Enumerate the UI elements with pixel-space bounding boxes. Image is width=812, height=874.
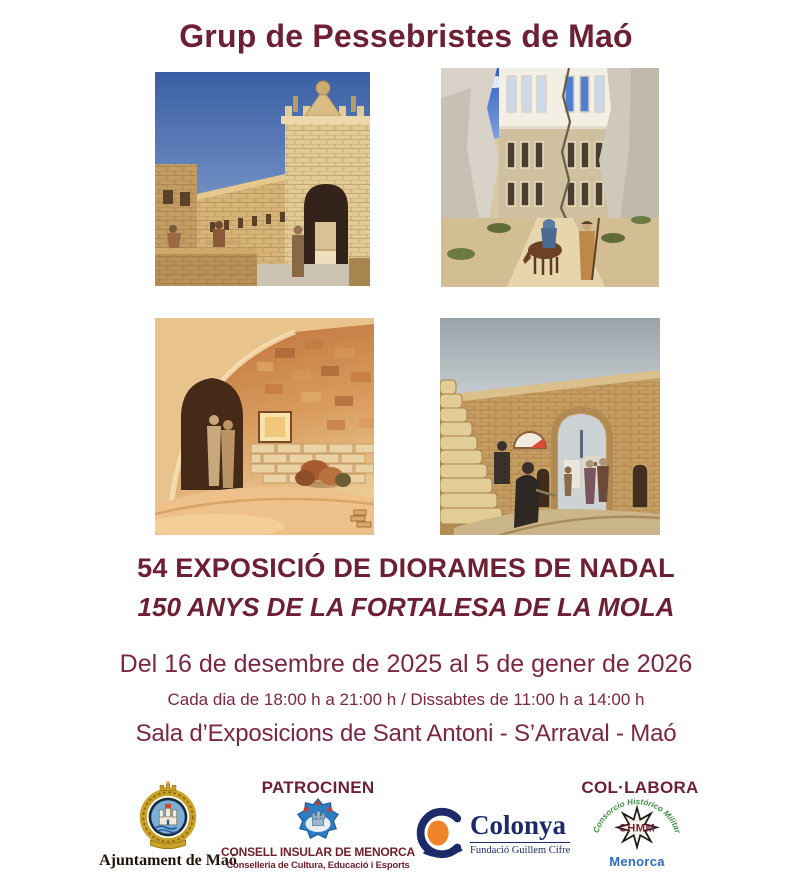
diorama-photo-vault [155,318,374,535]
diorama-gate-scene [155,72,370,286]
diorama-vault-scene [155,318,374,535]
consell-shield-icon [296,798,340,844]
chmm-arc-text: Consorcio Histórico Militar [591,797,683,835]
heading-expo: 54 EXPOSICIÓ DE DIORAMES DE NADAL [137,553,675,583]
standing-figure [294,226,303,235]
cracked-building [499,68,613,221]
consell-logo [296,798,340,849]
consell-sub: Conselleria de Cultura, Educació i Esports [226,860,410,871]
castle [159,808,177,825]
poster-title: Grup de Pessebristes de Maó [179,18,633,54]
diorama-journey-scene [441,68,659,287]
venue-line: Sala d’Exposicions de Sant Antoni - S’Arraval - Maó [135,720,677,747]
patrocinen-label: PATROCINEN [261,778,375,797]
colonya-rule [470,842,570,843]
ajuntament-crest-icon [118,780,218,854]
collabora-label: COL·LABORA [581,778,699,797]
diorama-photo-gate [155,72,370,286]
colonya-c-icon [412,806,466,860]
dates-line: Del 16 de desembre de 2025 al 5 de gener de 2026 [119,650,693,678]
heading-anniversary: 150 ANYS DE LA FORTALESA DE LA MOLA [137,592,675,622]
diorama-photo-fortress-street [440,318,660,535]
colonya-name: Colonya [470,810,567,840]
chmm-acronym: CHMM [618,822,656,835]
castle [312,811,324,825]
ajuntament-caption: Ajuntament de Maó [99,852,237,869]
window [259,412,291,442]
diorama-photo-journey [441,68,659,287]
colonya-sub: Fundació Guillem Cifre [470,845,571,856]
chmm-menorca: Menorca [609,854,665,869]
diorama-fortress-scene [440,318,660,535]
consell-name: CONSELL INSULAR DE MENORCA [221,845,415,859]
chmm-star-icon [582,788,692,860]
colonya-logo [412,806,582,860]
hours-line: Cada dia de 18:00 h a 21:00 h / Dissabtes de 11:00 h a 14:00 h [167,690,645,709]
ajuntament-logo [118,780,218,859]
